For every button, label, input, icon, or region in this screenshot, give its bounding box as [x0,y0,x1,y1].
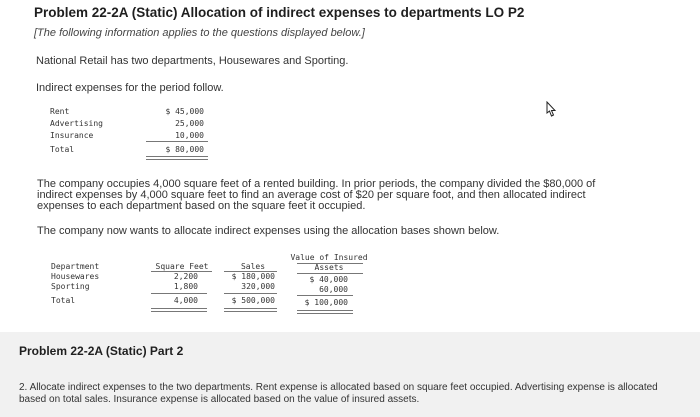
total-square-feet: 4,000 [173,296,198,305]
col-header-insured-1: Value of Insured [290,253,368,262]
row-insured: 60,000 [319,285,348,294]
subtotal-rule [224,293,277,294]
total-double-rule [146,156,208,160]
body-paragraph-2: The company now wants to allocate indirect expenses using the allocation bases shown below. [37,225,500,237]
subtotal-rule [297,295,353,296]
expense-total-amount: $ 80,000 [165,145,204,154]
subtotal-rule [151,293,207,294]
total-insured: $ 100,000 [304,298,348,307]
row-sales: 320,000 [241,282,275,291]
body-paragraph-line: expenses to each department based on the square feet it occupied. [37,200,366,212]
row-insured: $ 40,000 [309,275,348,284]
row-square-feet: 2,200 [173,272,198,281]
col-header-insured-2: Assets [314,263,344,272]
total-double-rule [297,310,353,314]
total-double-rule [224,308,277,312]
part2-title: Problem 22-2A (Static) Part 2 [19,344,184,358]
row-square-feet: 1,800 [173,282,198,291]
row-sales: $ 180,000 [231,272,275,281]
total-department: Total [51,296,76,305]
col-header-department: Department [51,262,100,271]
expense-amount: 25,000 [175,119,204,128]
expense-amount: 10,000 [175,131,204,140]
mouse-pointer-icon [543,101,559,119]
page-title: Problem 22-2A (Static) Allocation of indirect expenses to departments LO P2 [34,5,525,20]
expense-amount: $ 45,000 [165,107,204,116]
total-double-rule [151,308,207,312]
col-header-sales: Sales [240,262,266,271]
page-subtitle: [The following information applies to the questions displayed below.] [34,27,365,39]
subtotal-rule [146,141,208,142]
expense-total-label: Total [50,145,75,154]
expense-label: Rent [50,107,70,116]
body-paragraph-line: indirect expenses by 4,000 square feet to find an average cost of $20 per square foot, and then allocated indirect [37,189,586,201]
row-department: Sporting [51,282,90,291]
expense-label: Insurance [50,131,94,140]
part2-instructions: 2. Allocate indirect expenses to the two departments. Rent expense is allocated based on square feet occupied. Advertising expense is allocated based on total sales. Insurance expense is allocated based on the value of insured assets. [19,382,658,405]
row-department: Housewares [51,272,100,281]
expense-label: Advertising [50,119,103,128]
header-rule [297,273,363,274]
body-paragraph-line: The company occupies 4,000 square feet of a rented building. In prior periods, the company divided the $80,000 of [37,178,596,190]
col-header-square-feet: Square Feet [155,262,209,271]
intro-line-2: Indirect expenses for the period follow. [36,82,224,94]
intro-line-1: National Retail has two departments, Housewares and Sporting. [36,55,349,67]
total-sales: $ 500,000 [231,296,275,305]
